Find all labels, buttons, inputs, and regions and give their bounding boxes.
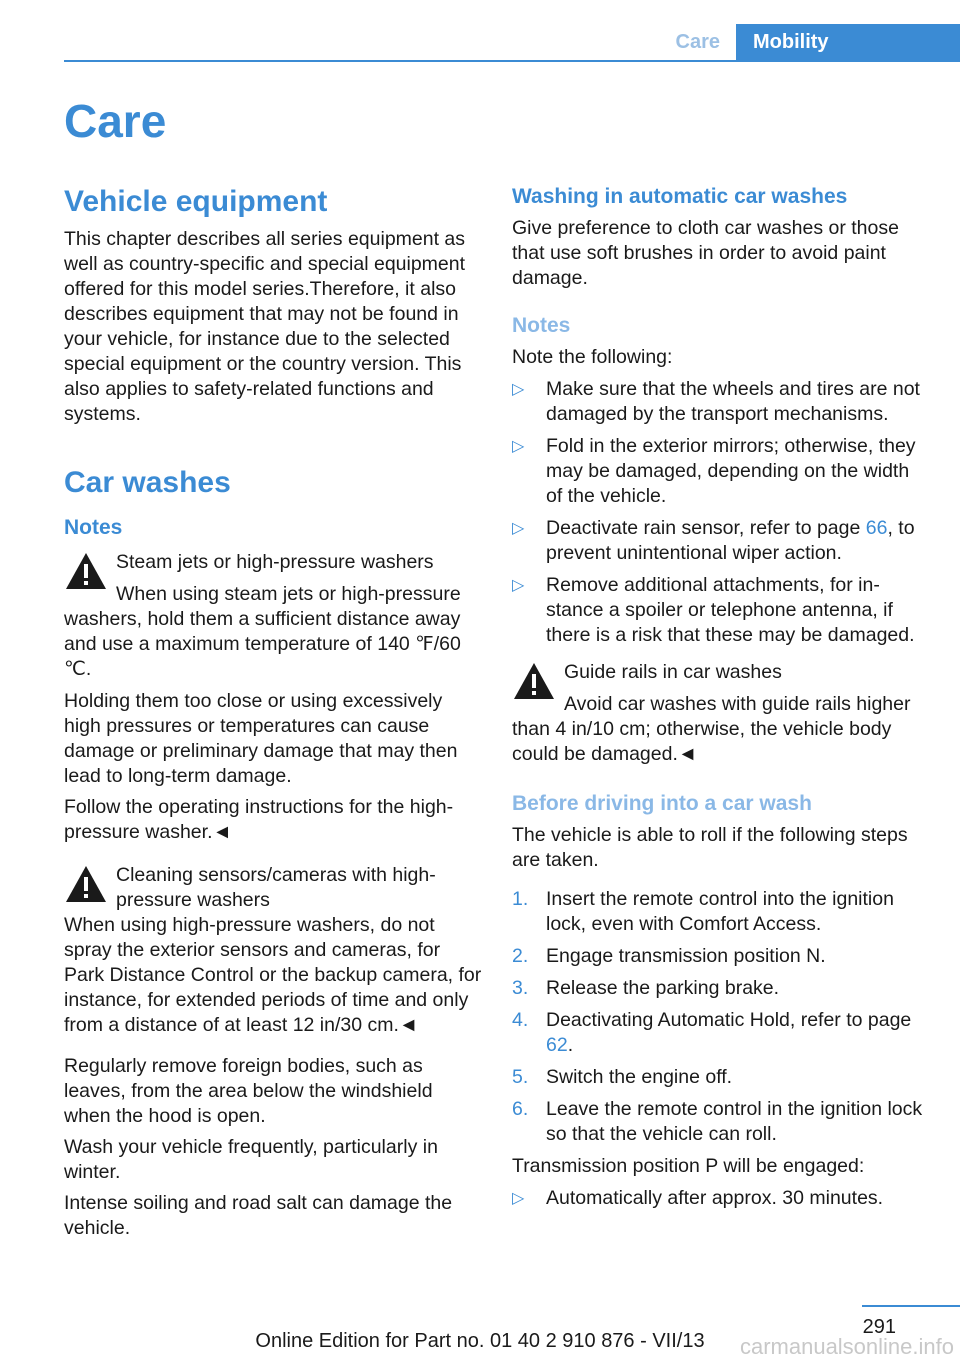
paragraph: Wash your vehicle frequently, particularly in winter. <box>64 1136 438 1183</box>
warning-title: Cleaning sensors/cameras with high-pressure washers <box>116 864 436 911</box>
transmission-intro: Transmission position P will be engaged: <box>512 1155 865 1177</box>
page-header <box>0 24 960 62</box>
paragraph: Regularly remove foreign bodies, such as leaves, from the area below the windshield when the hood is open. <box>64 1055 433 1127</box>
auto-wash-text: Give preference to cloth car washes or those that use soft brushes in order to avoid paint damage. <box>512 217 899 289</box>
notes-heading: Notes <box>512 314 571 337</box>
warning-text: When using steam jets or high-pressure washers, hold them a sufficient distance away and use a maximum temperature of 140 ℉/60 ℃. <box>64 583 461 680</box>
edition-note: Online Edition for Part no. 01 40 2 910 876 - VII/13 <box>255 1330 705 1352</box>
tab-mobility[interactable]: Mobility <box>736 24 960 60</box>
page-link-66[interactable]: 66 <box>865 517 888 539</box>
before-intro: The vehicle is able to roll if the following steps are taken. <box>512 824 908 871</box>
warning-text: When using high-pressure washers, do not spray the exterior sensors and cameras, for Park Distance Control or the backup camera, for instance, for extended periods of time and only from a distance of at least 12 in/30 cm.◄ <box>64 914 482 1036</box>
warning-icon <box>64 864 108 904</box>
list-item: 5. Switch the engine off. <box>512 1066 733 1088</box>
triangle-bullet-icon: ▷ <box>512 1190 525 1207</box>
warning-sensors-cameras <box>64 863 482 1038</box>
list-item: 4. Deactivating Automatic Hold, refer to page 62. <box>512 1009 912 1056</box>
triangle-bullet-icon: ▷ <box>512 381 525 398</box>
triangle-bullet-icon: ▷ <box>512 520 525 537</box>
list-item: 1. Insert the remote control into the ignition lock, even with Comfort Access. <box>512 888 894 935</box>
triangle-bullet-icon: ▷ <box>512 577 525 594</box>
list-item: 2. Engage transmission position N. <box>512 945 826 967</box>
transmission-list <box>512 1186 930 1211</box>
page-number: 291 <box>862 1316 896 1338</box>
tab-care[interactable]: Care <box>675 31 720 53</box>
list-item: ▷ Deactivate rain sensor, refer to page 66, to prevent unintentional wiper action. <box>512 517 915 564</box>
triangle-bullet-icon: ▷ <box>512 438 525 455</box>
car-washes-heading: Car washes <box>64 466 231 499</box>
page-link-62[interactable]: 62 <box>546 1034 568 1056</box>
page-title: Care <box>64 95 167 147</box>
warning-icon <box>512 661 556 701</box>
paragraph: Holding them too close or using excessively high pressures or temperatures can cause damage or preliminary damage that may then lead to long-term damage. <box>64 690 458 787</box>
right-column <box>512 184 930 1218</box>
left-column <box>64 184 482 1241</box>
watermark: carmanualsonline.info <box>739 1334 954 1359</box>
list-item: ▷ Automatically after approx. 30 minutes. <box>512 1187 884 1209</box>
list-item: ▷ Remove additional attachments, for in-stance a spoiler or telephone antenna, if there is a risk that these may be damaged. <box>512 574 915 646</box>
header-rule <box>64 60 960 62</box>
warning-steam-jets <box>64 550 482 682</box>
notes-intro: Note the following: <box>512 346 673 368</box>
list-item: 6. Leave the remote control in the ignition lock so that the vehicle can roll. <box>512 1098 923 1145</box>
auto-wash-heading: Washing in automatic car washes <box>512 185 848 208</box>
warning-title: Guide rails in car washes <box>564 661 782 683</box>
list-item: ▷ Fold in the exterior mirrors; otherwise, they may be damaged, depending on the width of the vehicle. <box>512 435 916 507</box>
paragraph: Follow the operating instructions for the high-pressure washer.◄ <box>64 796 454 843</box>
warning-text: Avoid car washes with guide rails higher than 4 in/10 cm; otherwise, the vehicle body could be damaged.◄ <box>512 693 911 765</box>
steps-list <box>512 887 930 1147</box>
notes-heading: Notes <box>64 516 123 539</box>
footer-rule <box>862 1305 960 1307</box>
list-item: 3. Release the parking brake. <box>512 977 780 999</box>
paragraph: Intense soiling and road salt can damage the vehicle. <box>64 1192 453 1239</box>
warning-title: Steam jets or high-pressure washers <box>116 551 434 573</box>
list-item: ▷ Make sure that the wheels and tires are not damaged by the transport mechanisms. <box>512 378 920 425</box>
notes-list <box>512 377 930 648</box>
warning-guide-rails <box>512 660 930 767</box>
vehicle-equipment-heading: Vehicle equipment <box>64 185 328 218</box>
warning-icon <box>64 551 108 591</box>
vehicle-equipment-text: This chapter describes all series equipment as well as country-specific and special equipment offered for this model series.Therefore, it also describes equipment that may not be found in your vehicle, for instance due to the selected special equipment or the country version. This also applies to safety-related functions and systems. <box>64 228 466 425</box>
before-car-wash-heading: Before driving into a car wash <box>512 792 812 815</box>
